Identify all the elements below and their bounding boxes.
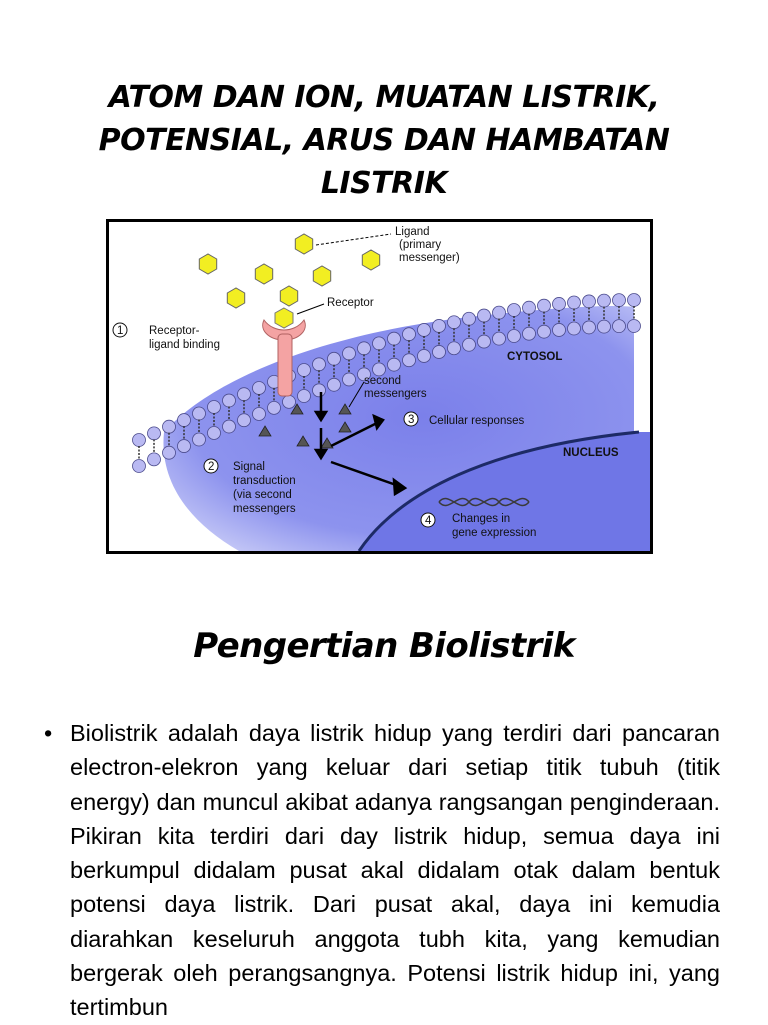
membrane-bead xyxy=(328,378,341,391)
membrane-bead xyxy=(568,296,581,309)
membrane-bead xyxy=(358,342,371,355)
membrane-bead xyxy=(193,407,206,420)
membrane-bead xyxy=(343,373,356,386)
step2-label-2: transduction xyxy=(233,475,296,487)
ligand-hexagon xyxy=(199,254,216,274)
membrane-bead xyxy=(403,354,416,367)
membrane-bead xyxy=(268,401,281,414)
membrane-bead xyxy=(463,312,476,325)
ligand-label-1: Ligand xyxy=(395,226,430,238)
step3-number: 3 xyxy=(408,414,415,426)
membrane-bead xyxy=(493,332,506,345)
step2-label-3: (via second xyxy=(233,489,292,501)
membrane-bead xyxy=(238,414,251,427)
membrane-bead xyxy=(298,364,311,377)
membrane-bead xyxy=(463,338,476,351)
step1-number: 1 xyxy=(117,325,124,337)
membrane-bead xyxy=(613,294,626,307)
step1-label-2: ligand binding xyxy=(149,339,220,351)
bullet-marker: • xyxy=(44,720,53,746)
membrane-bead xyxy=(148,453,161,466)
page-title xyxy=(60,76,708,205)
ligand-leader-line xyxy=(316,234,391,245)
body-paragraph: Biolistrik adalah daya listrik hidup yang terdiri dari pancaran electron-elekron yang keluar dari setiap titik tubuh (titik energy) dan muncul akibat adanya rangsangan penginderaan. Pikiran kita terdiri dari day listrik hidup, semua daya ini berkumpul didalam pusat akal didalam otak dalam bentuk potensi daya listrik. Dari pusat akal, daya ini kemudia diarahkan keseluruh anggota tubh kita, yang kemudian bergerak oleh perangsangnya. Potensi listrik hidup ini, yang tertimbun xyxy=(70,720,720,1021)
membrane-bead xyxy=(163,420,176,433)
step2-number: 2 xyxy=(208,461,215,473)
membrane-bead xyxy=(253,407,266,420)
cell-signaling-diagram xyxy=(106,219,653,554)
membrane-bead xyxy=(148,427,161,440)
membrane-bead xyxy=(133,460,146,473)
membrane-bead xyxy=(403,328,416,341)
membrane-bead xyxy=(418,323,431,336)
body-paragraph-block xyxy=(44,716,720,1025)
membrane-bead xyxy=(433,345,446,358)
section-heading: Pengertian Biolistrik xyxy=(193,626,575,666)
membrane-bead xyxy=(178,414,191,427)
membrane-bead xyxy=(343,347,356,360)
membrane-bead xyxy=(553,323,566,336)
membrane-bead xyxy=(223,420,236,433)
membrane-bead xyxy=(208,426,221,439)
membrane-bead xyxy=(433,319,446,332)
membrane-bead xyxy=(388,332,401,345)
nucleus-label: NUCLEUS xyxy=(563,447,619,459)
membrane-bead xyxy=(328,352,341,365)
membrane-bead xyxy=(298,390,311,403)
membrane-bead xyxy=(373,337,386,350)
step2-label-4: messengers xyxy=(233,503,296,515)
step3-label: Cellular responses xyxy=(429,415,525,427)
membrane-bead xyxy=(508,304,521,317)
second-messenger-label-2: messengers xyxy=(364,388,427,400)
membrane-bead xyxy=(508,330,521,343)
membrane-bead xyxy=(583,295,596,308)
membrane-bead xyxy=(313,358,326,371)
step1-label-1: Receptor- xyxy=(149,325,200,337)
membrane-bead xyxy=(538,299,551,312)
membrane-bead xyxy=(493,306,506,319)
membrane-bead xyxy=(283,395,296,408)
title-line-2: POTENSIAL, ARUS DAN HAMBATAN xyxy=(98,123,670,158)
membrane-bead xyxy=(178,440,191,453)
membrane-bead xyxy=(373,363,386,376)
receptor-leader-line xyxy=(297,304,324,314)
membrane-bead xyxy=(313,384,326,397)
title-line-1: ATOM DAN ION, MUATAN LISTRIK, xyxy=(108,80,660,115)
membrane-bead xyxy=(133,434,146,447)
membrane-bead xyxy=(478,335,491,348)
step4-label-1: Changes in xyxy=(452,513,511,525)
membrane-bead xyxy=(598,320,611,333)
membrane-bead xyxy=(538,325,551,338)
step4-label-2: gene expression xyxy=(452,527,537,539)
membrane-bead xyxy=(628,320,641,333)
membrane-bead xyxy=(568,322,581,335)
membrane-bead xyxy=(448,316,461,329)
title-line-3: LISTRIK xyxy=(320,166,448,201)
membrane-bead xyxy=(208,400,221,413)
membrane-bead xyxy=(553,297,566,310)
ligand-hexagon xyxy=(255,264,272,284)
membrane-bead xyxy=(583,321,596,334)
membrane-bead xyxy=(388,358,401,371)
ligand-label-3: messenger) xyxy=(399,252,460,264)
ligand-hexagon xyxy=(362,250,379,270)
second-messenger-label-1: second xyxy=(364,375,402,387)
ligand-hexagon xyxy=(227,288,244,308)
membrane-bead xyxy=(478,309,491,322)
membrane-bead xyxy=(613,320,626,333)
membrane-bead xyxy=(238,388,251,401)
membrane-bead xyxy=(163,446,176,459)
membrane-bead xyxy=(628,294,641,307)
membrane-bead xyxy=(448,342,461,355)
ligand-hexagon xyxy=(313,266,330,286)
ligand-label-2: (primary xyxy=(399,239,442,251)
membrane-bead xyxy=(523,301,536,314)
membrane-bead xyxy=(193,433,206,446)
membrane-bead xyxy=(418,349,431,362)
step2-label-1: Signal xyxy=(233,461,265,473)
membrane-bead xyxy=(223,394,236,407)
ligand-hexagon xyxy=(280,286,297,306)
membrane-bead xyxy=(523,327,536,340)
step4-number: 4 xyxy=(425,515,432,527)
membrane-bead xyxy=(598,294,611,307)
membrane-bead xyxy=(253,381,266,394)
receptor-label: Receptor xyxy=(327,297,374,309)
cytosol-label: CYTOSOL xyxy=(507,351,563,363)
ligand-hexagon xyxy=(295,234,312,254)
